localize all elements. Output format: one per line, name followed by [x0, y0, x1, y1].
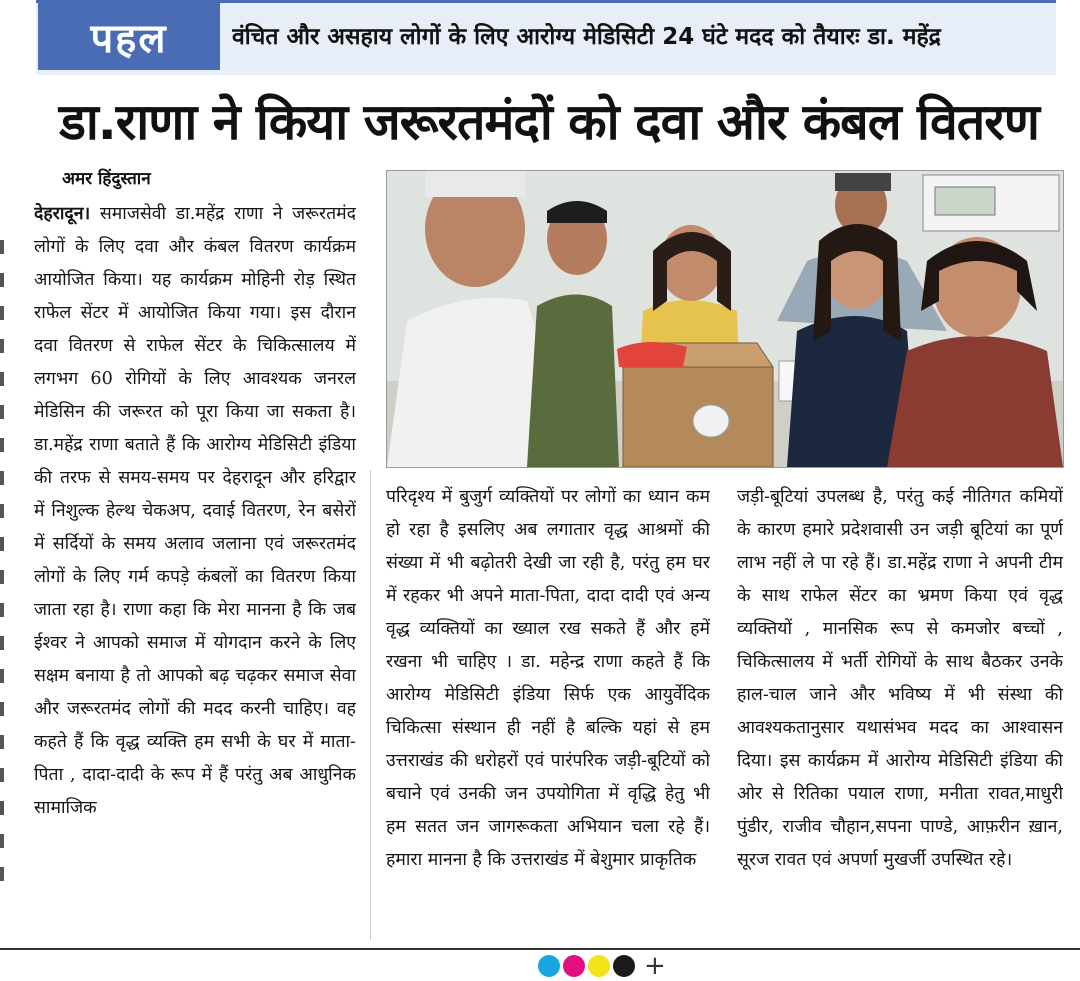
cyan-dot: [538, 955, 560, 977]
photo-illustration: [387, 171, 1063, 467]
black-dot: [613, 955, 635, 977]
bottom-rule: [0, 948, 1080, 950]
article-column-2: परिदृश्य में बुजुर्ग व्यक्तियों पर लोगों का ध्यान कम हो रहा है इसलिए अब लगातार वृद्ध आश्रमों की संख्या में भी बढ़ोतरी देखी जा रही है, परंतु हम घर में रहकर भी अपने माता-पिता, दादा दादी एवं अन्य वृद्ध व्यक्तियों का ख्याल रख सकते हैं और हमें रखना भी चाहिए । डा. महेन्द्र राणा कहते हैं कि आरोग्य मेडिसिटी इंडिया सिर्फ एक आयुर्वेदिक चिकित्सा संस्थान ही नहीं है बल्कि यहां से हम उत्तराखंड की धरोहरों एवं पारंपरिक जड़ी-बूटियों को बचाने एवं उनकी जन उपयोगिता में वृद्धि हेतु भी हम सतत जन जागरूकता अभियान चला रहे हैं। हमारा मानना है कि उत्तराखंड में बेशुमार प्राकृतिक: [386, 487, 710, 870]
registration-marks: [538, 951, 666, 981]
article-column-1: [34, 197, 356, 935]
dateline: देहरादून।: [34, 203, 91, 224]
headline: डा.राणा ने किया जरूरतमंदों को दवा और कंबल वितरण: [59, 93, 1039, 151]
byline: अमर हिंदुस्तान: [62, 169, 151, 189]
adjacent-column-edge: [0, 240, 6, 940]
gift-box: [617, 342, 773, 467]
section-tag: पहल: [38, 3, 220, 70]
yellow-dot: [588, 955, 610, 977]
column-1-text: समाजसेवी डा.महेंद्र राणा ने जरूरतमंद लोगों के लिए दवा और कंबल वितरण कार्यक्रम आयोजित किया। यह कार्यक्रम मोहिनी रोड़ स्थित राफेल सेंटर में आयोजित किया गया। इस दौरान दवा वितरण से राफेल सेंटर के चिकित्सालय में लगभग 60 रोगियों के लिए आवश्यक जनरल मेडिसिन की जरूरत को पूरा किया जा सकता है। डा.महेंद्र राणा बताते हैं कि आरोग्य मेडिसिटी इंडिया की तरफ से समय-समय पर देहरादून और हरिद्वार में निशुल्क हेल्थ चेकअप, दवाई वितरण, रेन बसेरों में सर्दियों के समय अलाव जलाना एवं जरूरतमंद लोगों के लिए गर्म कपड़े कंबलों का वितरण किया जाता रहा है। राणा कहा कि मेरा मानना है कि जब ईश्वर ने आपको समाज में योगदान करने के लिए सक्षम बनाया है तो आपको बढ़ चढ़कर समाज सेवा और जरूरतमंद लोगों की मदद करनी चाहिए। वह कहते हैं कि वृद्ध व्यक्ति हम सभी के घर में माता-पिता , दादा-दादी के रूप में हैं परंतु अब आधुनिक सामाजिक: [34, 204, 356, 818]
column-divider: [370, 470, 371, 940]
event-photo: [386, 170, 1064, 468]
subheadline: वंचित और असहाय लोगों के लिए आरोग्य मेडिसिटी 24 घंटे मदद को तैयारः डा. महेंद्र: [232, 24, 941, 50]
magenta-dot: [563, 955, 585, 977]
article-column-3: जड़ी-बूटियां उपलब्ध है, परंतु कई नीतिगत कमियों के कारण हमारे प्रदेशवासी उन जड़ी बूटियां का पूर्ण लाभ नहीं ले पा रहे हैं। डा.महेंद्र राणा ने अपनी टीम के साथ राफेल सेंटर का भ्रमण किया एवं वृद्ध व्यक्तियों , मानसिक रूप से कमजोर बच्चों , चिकित्सालय में भर्ती रोगियों के साथ बैठकर उनके हाल-चाल जाने और भविष्य में भी संस्था की आवश्यकतानुसार यथासंभव मदद का आश्वासन दिया। इस कार्यक्रम में आरोग्य मेडिसिटी इंडिया की ओर से रितिका पयाल राणा, मनीता रावत,माधुरी पुंडीर, राजीव चौहान,सपना पाण्डे, आफ़रीन ख़ान, सूरज रावत एवं अपर्णा मुखर्जी उपस्थित रहे।: [737, 487, 1063, 870]
crosshair-icon: +: [644, 951, 666, 981]
